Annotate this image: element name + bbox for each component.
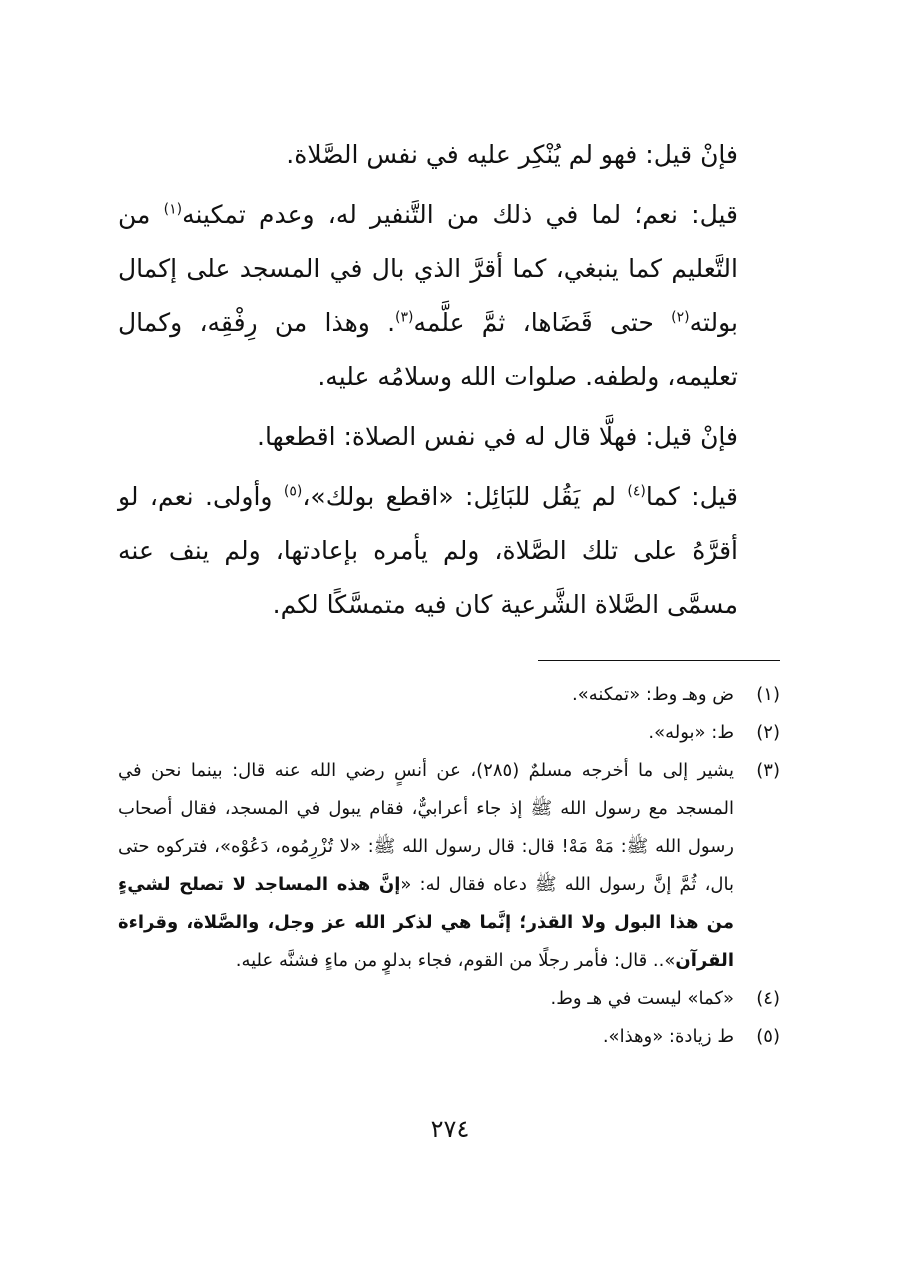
- footnote-marker-1[interactable]: (١): [163, 201, 183, 218]
- hadith-quote: إنَّ هذه المساجد لا تصلح لشيءٍ من هذا البول ولا القذر؛ إنَّما هي لذكر الله عز وجل، والصَّلاة، وقراءة القرآن: [118, 874, 734, 971]
- footnote-number: (١): [756, 684, 780, 705]
- footnote-1: (١) ض وهـ وط: «تمكنه».: [118, 676, 780, 714]
- answer-paragraph-2: قيل: كما$^{(٤)}$ لم يَقُل للبَائِل: «اقطع بولك»،$^{(٥)}$ وأولى. نعم، لو أقرَّهُ على تلك الصَّلاة، ولم يأمره بإعادتها، ولم ينف عنه مسمَّى الصَّلاة الشَّرعية كان فيه متمسَّكًا لكم.: [118, 482, 739, 619]
- footnote-number: (٣): [756, 760, 780, 781]
- main-text: [118, 128, 780, 632]
- footnote-divider: [538, 660, 780, 661]
- footnote-2: (٢) ط: «بوله».: [118, 714, 780, 752]
- footnote-marker-2[interactable]: (٢): [671, 309, 690, 326]
- question-paragraph-1: فإنْ قيل: فهو لم يُنْكِر عليه في نفس الصَّلاة.: [286, 140, 738, 169]
- footnote-marker-4[interactable]: (٤): [627, 483, 646, 500]
- question-paragraph-2: فإنْ قيل: فهلَّا قال له في نفس الصلاة: اقطعها.: [257, 422, 738, 451]
- footnote-number: (٢): [756, 722, 780, 743]
- footnote-5: (٥) ط زيادة: «وهذا».: [118, 1018, 780, 1056]
- footnote-marker-3[interactable]: (٣): [395, 309, 414, 326]
- footnote-marker-5[interactable]: (٥): [283, 483, 303, 500]
- footnotes: [118, 676, 780, 1056]
- page-number: ٢٧٤: [430, 1115, 470, 1143]
- answer-paragraph-1: قيل: نعم؛ لما في ذلك من التَّنفير له، وعدم تمكينه$^{(١)}$ من التَّعليم كما ينبغي، كما أقرَّ الذي بال في المسجد على إكمال بولته$^{(٢)}$ حتى قَضَاها، ثمَّ علَّمه$^{(٣)}$. وهذا من رِفْقِه، وكمال تعليمه، ولطفه. صلوات الله وسلامُه عليه.: [118, 200, 739, 391]
- footnote-number: (٤): [756, 988, 780, 1009]
- footnote-3: (٣) يشير إلى ما أخرجه مسلمٌ (٢٨٥)، عن أنسٍ رضي الله عنه قال: بينما نحن في المسجد مع رسول الله ﷺ إذ جاء أعرابيٌّ، فقام يبول في المسجد، فقال أصحاب رسول الله ﷺ: مَهْ مَهْ! قال: قال رسول الله ﷺ: «لا تُزْرِمُوه، دَعُوْه»، فتركوه حتى بال، ثُمَّ إنَّ رسول الله ﷺ دعاه فقال له: «إنَّ هذه المساجد لا تصلح لشيءٍ من هذا البول ولا القذر؛ إنَّما هي لذكر الله عز وجل، والصَّلاة، وقراءة القرآن».. قال: فأمر رجلًا من القوم، فجاء بدلوٍ من ماءٍ فشنَّه عليه.: [118, 752, 780, 980]
- footnote-number: (٥): [756, 1026, 780, 1047]
- footnote-4: (٤) «كما» ليست في هـ وط.: [118, 980, 780, 1018]
